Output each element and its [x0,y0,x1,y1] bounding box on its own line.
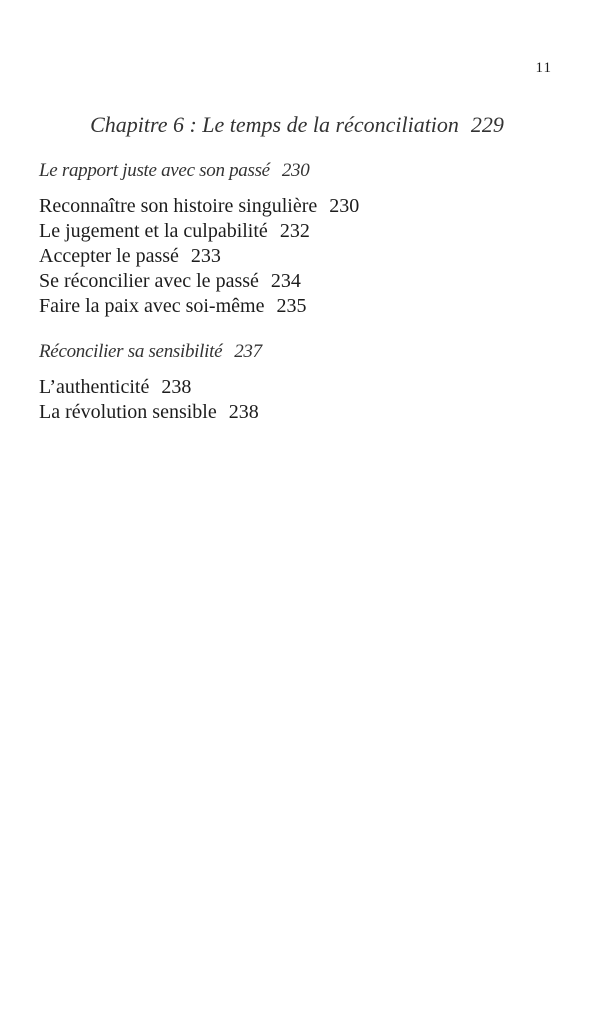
page-number: 11 [535,60,552,76]
chapter-title-text: Chapitre 6 : Le temps de la réconciliation [90,112,459,137]
toc-entry [39,194,359,219]
toc-section-2 [39,341,262,425]
toc-entry-page: 235 [276,295,307,317]
toc-entry-title: Le jugement et la culpabilité [39,220,268,242]
toc-entry-title: La révolution sensible [39,401,217,423]
section-page: 237 [234,341,262,362]
toc-entry-title: Se réconcilier avec le passé [39,270,259,292]
toc-entry-page: 238 [161,376,192,398]
toc-entry-page: 238 [228,401,259,423]
chapter-title [0,112,594,138]
section-title [39,160,359,182]
section-page: 230 [281,160,310,181]
toc-entry-title: L’authenticité [39,376,150,398]
chapter-page: 229 [470,112,504,137]
toc-entry-page: 233 [190,245,221,267]
section-title-text: Le rapport juste avec son passé [39,160,270,181]
toc-entry [39,244,359,269]
toc-entry-page: 234 [270,270,301,292]
toc-entry [39,269,359,294]
section-title-text: Réconcilier sa sensibilité [39,341,223,362]
toc-section-1 [39,160,359,319]
toc-entry [39,375,262,400]
toc-entry [39,400,262,425]
toc-entry-title: Reconnaître son histoire singulière [39,195,318,217]
section-title [39,341,262,363]
toc-entry-title: Accepter le passé [39,245,179,267]
toc-entry-page: 230 [329,195,360,217]
toc-entry [39,294,359,319]
toc-entry-title: Faire la paix avec soi-même [39,295,265,317]
toc-entry-page: 232 [279,220,310,242]
toc-entry [39,219,359,244]
